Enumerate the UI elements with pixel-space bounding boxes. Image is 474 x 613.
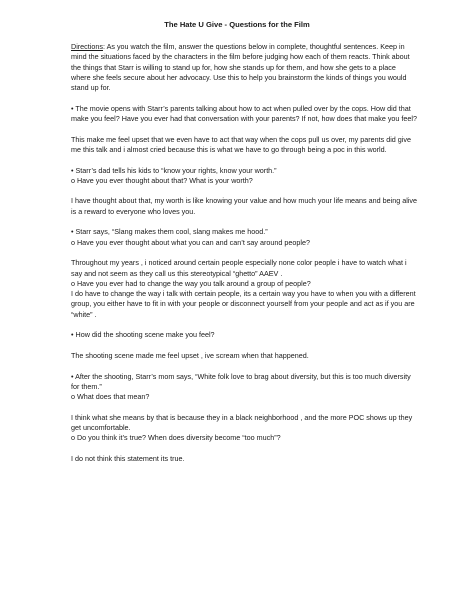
answer-4: The shooting scene made me feel upset , ive scream when that happened. <box>71 350 309 360</box>
answer-1: This make me feel upset that we even have to act that way when the cops pull us over, my parents did give me this talk and i almost cried because this is what we have to go through being a poc in this world. <box>71 134 411 154</box>
question-3b-prompt: o Have you ever had to change the way you talk around a group of people? <box>71 278 311 288</box>
directions-paragraph <box>71 42 417 93</box>
question-1: • The movie opens with Starr’s parents talking about how to act when pulled over by the cops. How did that make you feel? Have you ever had that conversation with your parents? If not, how does that make you feel? <box>71 103 418 124</box>
answer-3: Throughout my years , i noticed around certain people especially none color people i have to watch what i say and not seem as they call us this stereotypical “ghetto” AAEV . <box>71 258 407 278</box>
document-title: The Hate U Give - Questions for the Film <box>164 20 310 29</box>
directions-label: Directions <box>71 42 103 51</box>
document-body <box>71 42 417 474</box>
question-5-prompt: o What does that mean? <box>71 392 150 402</box>
answer-5b: I do not think this statement its true. <box>71 453 185 463</box>
question-4: • How did the shooting scene make you feel? <box>71 330 215 340</box>
answer-3b: I do have to change the way i talk with certain people, its a certain way you have to when you with a different group, you either have to fit in with your people or disconnect yourself from your people and act as if you are “white” . <box>71 289 416 319</box>
question-5b-prompt: o Do you think it’s true? When does diversity become “too much”? <box>71 433 281 443</box>
directions-text: : As you watch the film, answer the questions below in complete, thoughtful sentences. Keep in mind the situations faced by the characters in the film before judging how each of them reacts. Think about the things that Starr is willing to stand up for, how she stands up for them, and how she gets to a place where she feels secure about her advocacy. Use this to help you brainstorm the kinds of things you would stand up for. <box>71 42 410 93</box>
answer-5: I think what she means by that is because they in a black neighborhood , and the more POC shows up they get uncomfortable. <box>71 412 413 432</box>
question-3-quote: • Starr says, “Slang makes them cool, slang makes me hood.” <box>71 227 268 237</box>
question-5-quote: • After the shooting, Starr’s mom says, “White folk love to brag about diversity, but this is too much diversity for them.” <box>71 371 411 391</box>
question-2-prompt: o Have you ever thought about that? What is your worth? <box>71 175 253 185</box>
answer-2: I have thought about that, my worth is like knowing your value and how much your life means and being alive is a reward to everyone who loves you. <box>71 196 417 216</box>
question-2-quote: • Starr’s dad tells his kids to “know your rights, know your worth.” <box>71 165 277 175</box>
question-3-prompt: o Have you ever thought about what you can and can’t say around people? <box>71 237 310 247</box>
